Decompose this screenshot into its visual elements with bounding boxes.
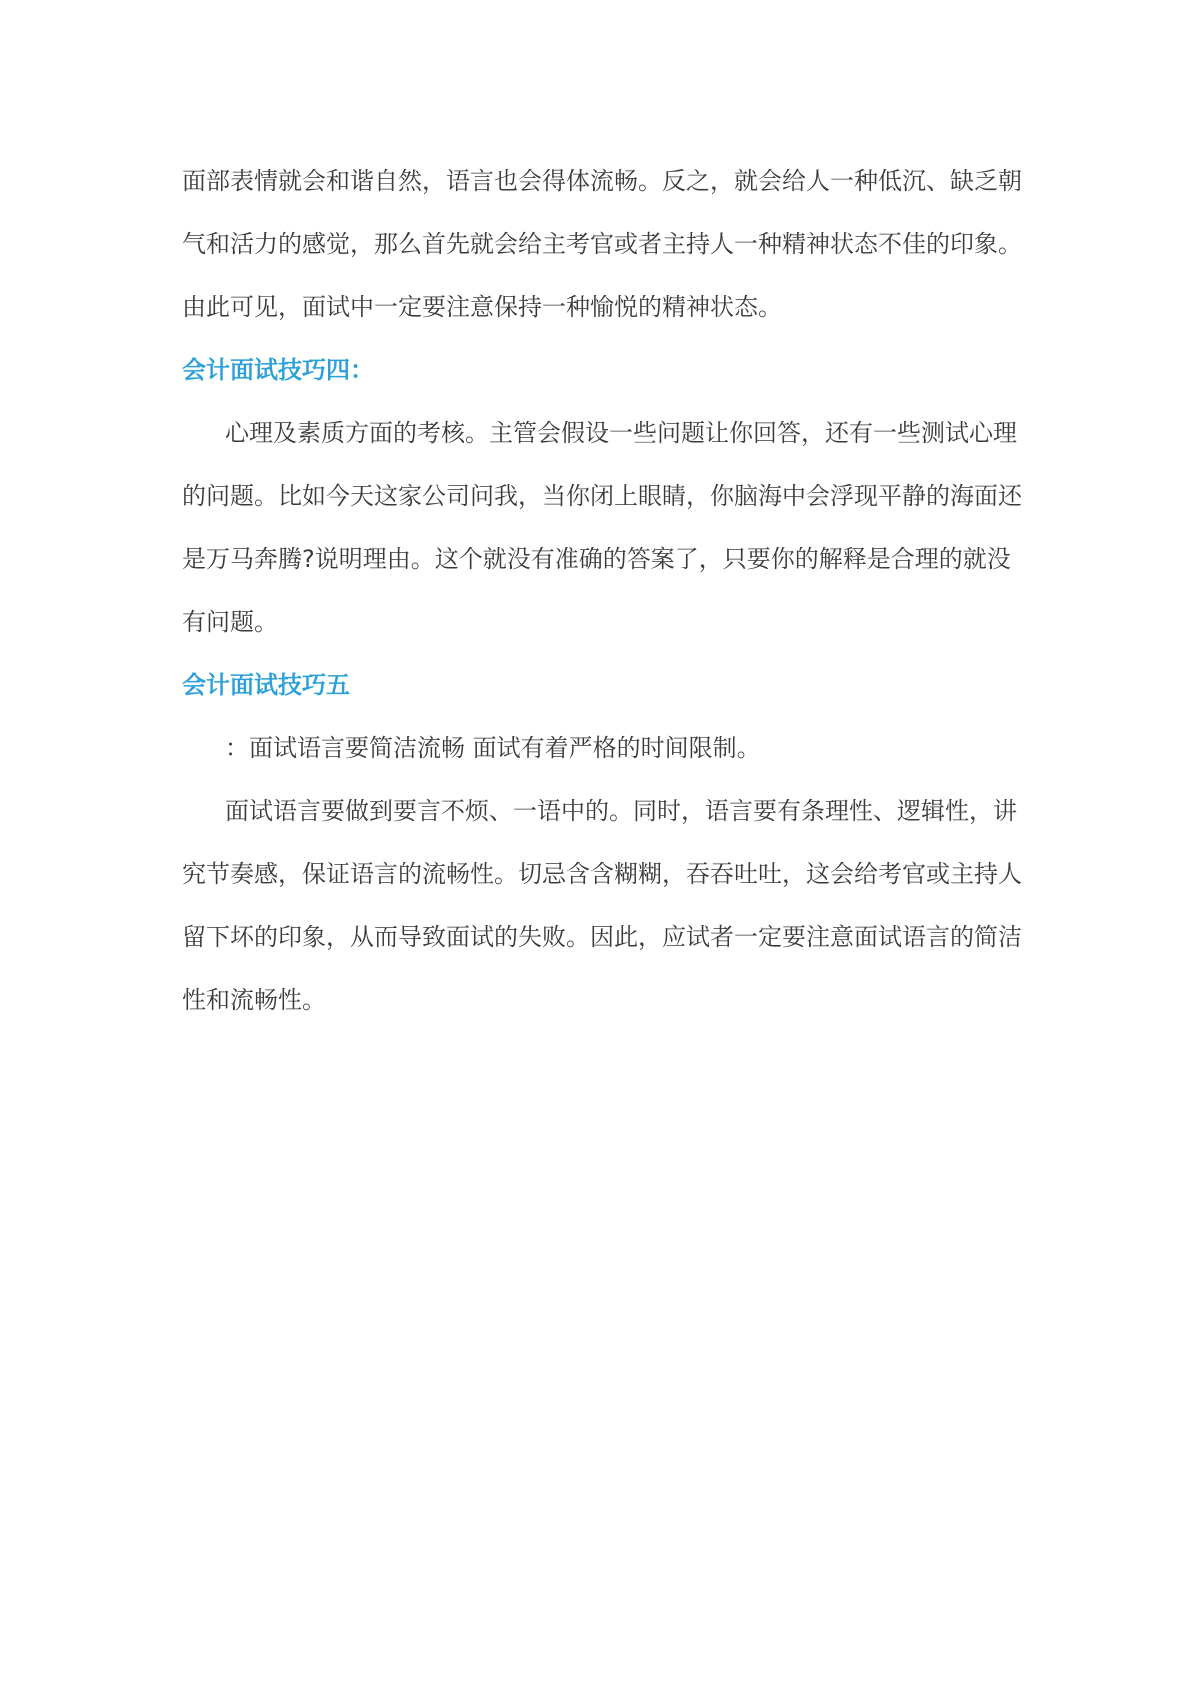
paragraph-line: 究节奏感，保证语言的流畅性。切忌含含糊糊，吞吞吐吐，这会给考官或主持人 [182, 860, 1022, 888]
paragraph-line: 由此可见，面试中一定要注意保持一种愉悦的精神状态。 [182, 293, 782, 321]
document-page [182, 150, 1022, 1032]
paragraph-line: 心理及素质方面的考核。主管会假设一些问题让你回答，还有一些测试心理 [225, 419, 1017, 447]
paragraph-line: 是万马奔腾?说明理由。这个就没有准确的答案了，只要你的解释是合理的就没 [182, 545, 1011, 573]
paragraph-line: 留下坏的印象，从而导致面试的失败。因此，应试者一定要注意面试语言的简洁 [182, 923, 1022, 951]
section-heading-tip-5: 会计面试技巧五 [182, 671, 350, 699]
paragraph-line: 的问题。比如今天这家公司问我，当你闭上眼睛，你脑海中会浮现平静的海面还 [182, 482, 1022, 510]
paragraph-line: ：面试语言要简洁流畅 面试有着严格的时间限制。 [225, 734, 761, 762]
paragraph-line: 面部表情就会和谐自然，语言也会得体流畅。反之，就会给人一种低沉、缺乏朝 [182, 167, 1022, 195]
paragraph-line: 有问题。 [182, 608, 278, 636]
paragraph-line: 性和流畅性。 [182, 986, 326, 1014]
section-heading-tip-4: 会计面试技巧四： [182, 356, 374, 384]
paragraph-line: 气和活力的感觉，那么首先就会给主考官或者主持人一种精神状态不佳的印象。 [182, 230, 1022, 258]
paragraph-line: 面试语言要做到要言不烦、一语中的。同时，语言要有条理性、逻辑性，讲 [225, 797, 1017, 825]
